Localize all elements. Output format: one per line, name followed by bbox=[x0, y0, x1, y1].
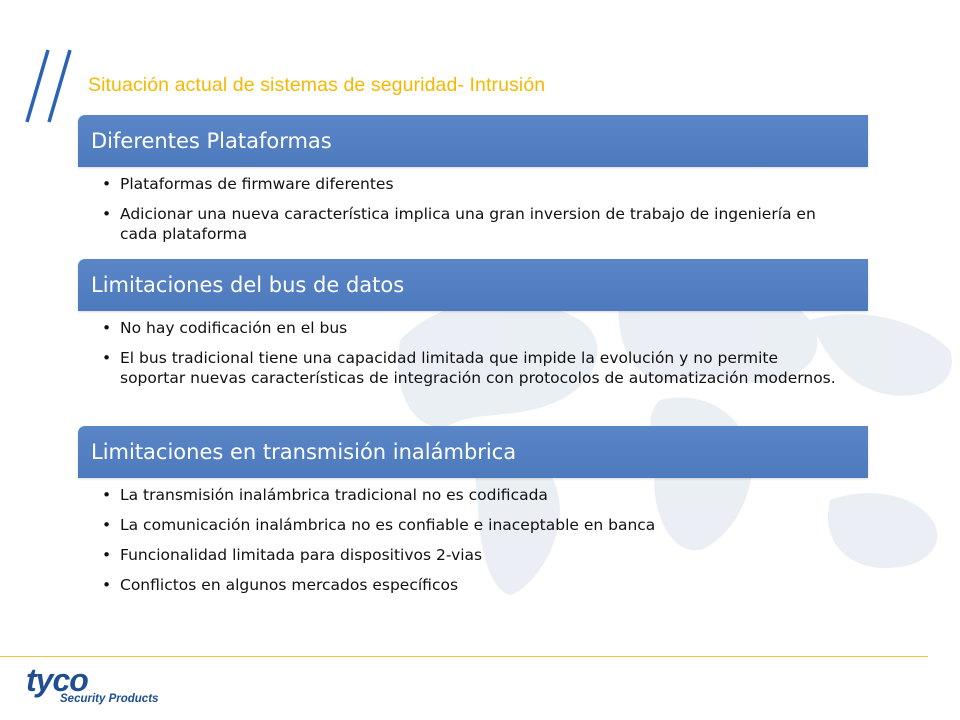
section-heading-platforms bbox=[78, 115, 868, 167]
bullet-list-data-bus bbox=[102, 318, 842, 398]
bullet-item: • Adicionar una nueva característica implica una gran inversion de trabajo de ingeniería en cada plataforma bbox=[102, 204, 842, 244]
section-heading-text: Diferentes Plataformas bbox=[91, 129, 332, 153]
bullet-item: • La comunicación inalámbrica no es confiable e inaceptable en banca bbox=[102, 515, 842, 535]
bullet-item: • Plataformas de firmware diferentes bbox=[102, 174, 842, 194]
section-heading-text: Limitaciones del bus de datos bbox=[91, 273, 405, 297]
bullet-item: • El bus tradicional tiene una capacidad limitada que impide la evolución y no permite soportar nuevas características de integración con protocolos de automatización modernos. bbox=[102, 348, 842, 388]
bullet-list-platforms bbox=[102, 174, 842, 254]
logo-tagline: Security Products bbox=[60, 693, 159, 705]
footer-divider bbox=[0, 656, 928, 657]
section-heading-wireless bbox=[78, 426, 868, 478]
slide-title: Situación actual de sistemas de seguridad- Intrusión bbox=[88, 74, 546, 96]
bullet-item: • Conflictos en algunos mercados específicos bbox=[102, 575, 842, 595]
bullet-list-wireless bbox=[102, 485, 842, 605]
section-heading-text: Limitaciones en transmisión inalámbrica bbox=[91, 440, 517, 464]
bullet-item: • Funcionalidad limitada para dispositivos 2-vias bbox=[102, 545, 842, 565]
double-slash-decoration bbox=[22, 44, 86, 126]
bullet-item: • No hay codificación en el bus bbox=[102, 318, 842, 338]
logo-wordmark: tyco bbox=[26, 662, 88, 698]
tyco-logo bbox=[26, 662, 176, 712]
section-heading-data-bus bbox=[78, 259, 868, 311]
bullet-item: • La transmisión inalámbrica tradicional no es codificada bbox=[102, 485, 842, 505]
